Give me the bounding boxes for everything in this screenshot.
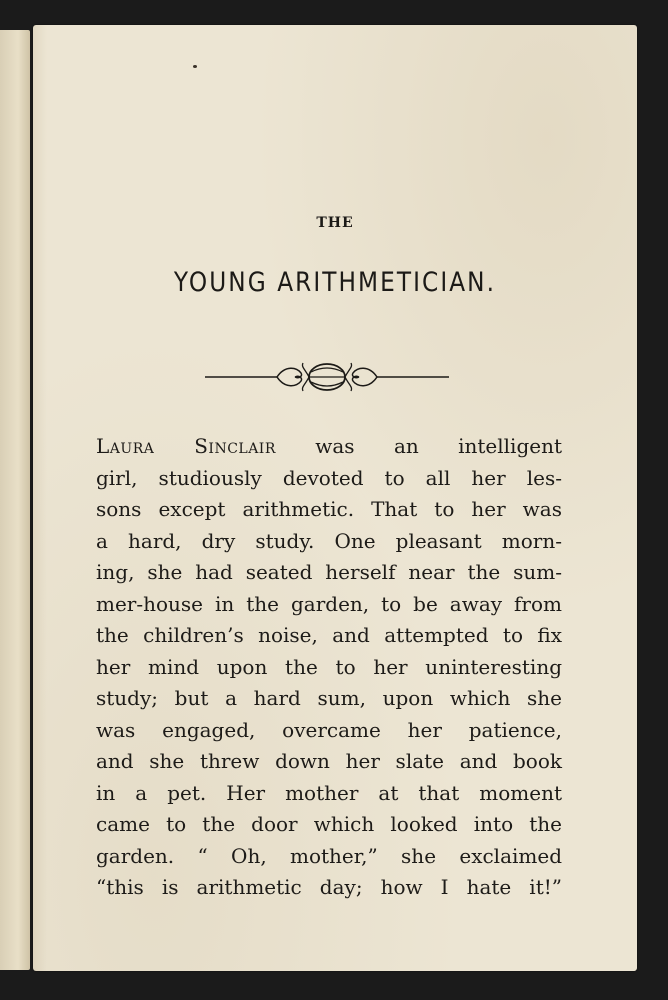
ink-speck xyxy=(193,65,197,68)
text-line-1 xyxy=(96,431,562,463)
text-line: ing, she had seated herself near the sum- xyxy=(96,560,562,584)
opening-small-caps: Laura Sinclair xyxy=(96,434,276,458)
text-line: girl, studiously devoted to all her les- xyxy=(96,465,562,490)
page-title: YOUNG ARITHMETICIAN. xyxy=(173,267,497,298)
text-line: the children’s noise, and attempted to fix xyxy=(96,623,562,647)
floral-rule-ornament-icon xyxy=(205,359,449,395)
text-line: and she threw down her slate and book xyxy=(96,749,562,773)
text-line: garden. “ Oh, mother,” she exclaimed xyxy=(96,843,562,868)
text-line: sons except arithmetic. That to her was xyxy=(96,497,562,521)
text-line: was engaged, overcame her patience, xyxy=(96,717,562,742)
left-page-edge xyxy=(0,30,30,970)
text-line: “this is arithmetic day; how I hate it!” xyxy=(96,875,562,899)
text-line: mer-house in the garden, to be away from xyxy=(96,591,562,616)
text-line: study; but a hard sum, upon which she xyxy=(96,686,562,710)
text-line: came to the door which looked into the xyxy=(96,812,562,836)
body-text xyxy=(96,431,562,904)
book-page xyxy=(33,25,637,971)
first-line-rest: was an intelligent xyxy=(315,434,563,458)
title-kicker: THE xyxy=(316,215,354,231)
text-line: a hard, dry study. One pleasant morn- xyxy=(96,528,562,553)
text-line: her mind upon the to her uninteresting xyxy=(96,654,562,679)
text-line: in a pet. Her mother at that moment xyxy=(96,780,562,805)
